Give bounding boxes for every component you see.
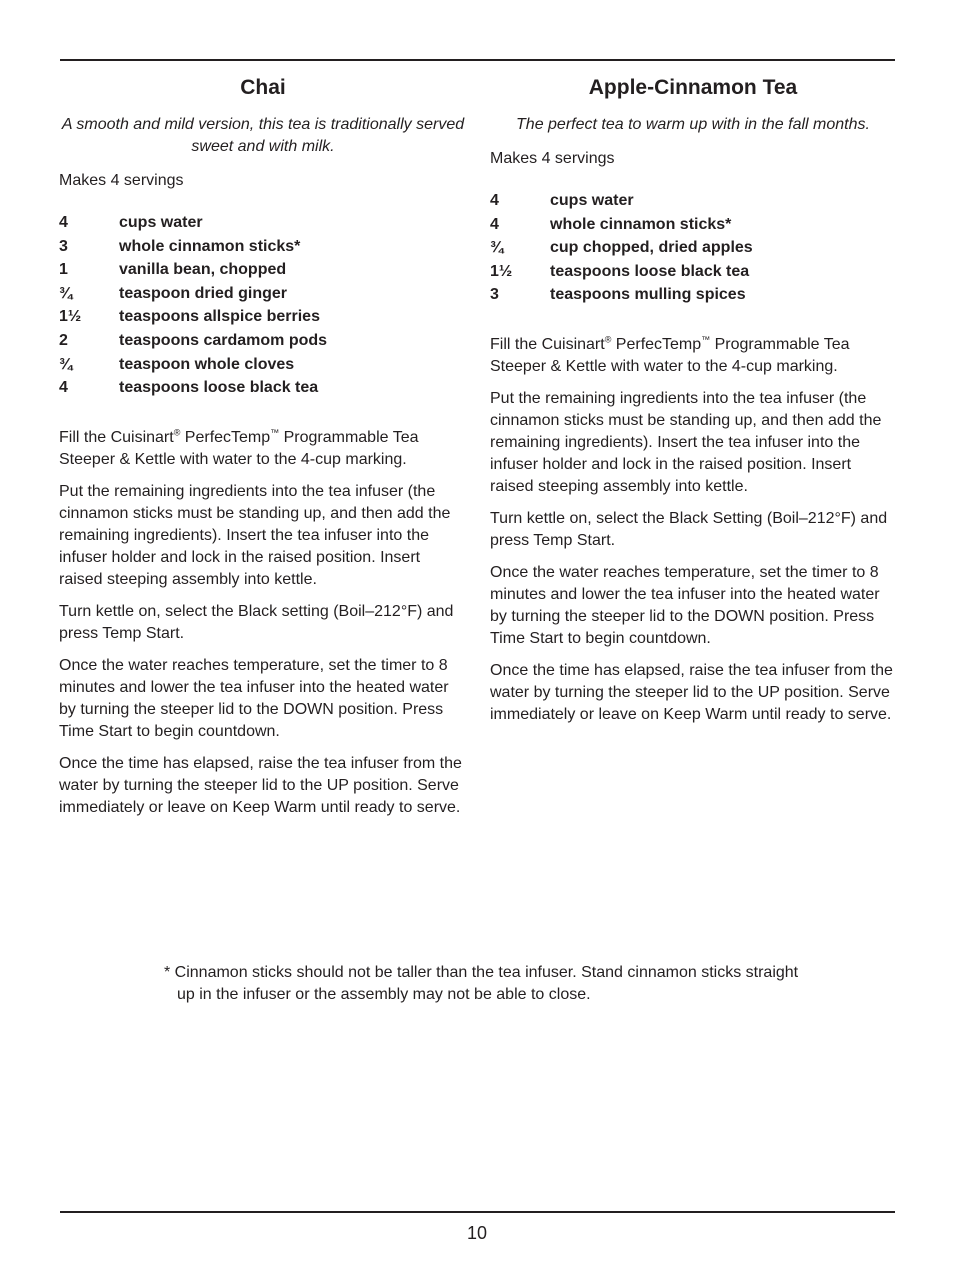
instruction-step: Turn kettle on, select the Black Setting (Boil–212°F) and press Temp Start.	[490, 509, 888, 549]
ingredient-row	[59, 376, 467, 400]
fill-text: Fill the Cuisinart	[490, 335, 605, 353]
fill-text: Programmable Tea Steeper & Kettle with water to the 4-cup marking.	[59, 428, 419, 468]
ingredient-row	[59, 329, 467, 353]
instruction-fill	[490, 334, 896, 378]
registered-mark: ®	[604, 334, 612, 345]
ingredient-row	[490, 189, 896, 213]
instruction-step: Once the water reaches temperature, set the timer to 8 minutes and lower the tea infuser into the heated water by turning the steeper lid to the DOWN position. Press Time Start to begin countdown.	[59, 656, 449, 740]
ingredient-item: teaspoon dried ginger	[119, 284, 288, 302]
ingredient-row	[490, 236, 896, 260]
recipe-title: Apple-Cinnamon Tea	[588, 76, 798, 99]
footnote: * Cinnamon sticks should not be taller than the tea infuser. Stand cinnamon sticks straight up in the infuser or the assembly may not be able to close.	[164, 964, 799, 1003]
top-rule	[60, 59, 895, 61]
ingredient-row	[59, 258, 467, 282]
ingredient-qty: ¾	[490, 239, 504, 257]
recipe-intro: The perfect tea to warm up with in the fall months.	[516, 116, 870, 133]
ingredient-item: cups water	[119, 214, 203, 231]
ingredient-list	[490, 189, 896, 307]
ingredient-row	[490, 213, 896, 237]
ingredient-qty: 4	[490, 215, 499, 233]
ingredient-qty: ¾	[59, 355, 73, 373]
ingredient-qty: 3	[59, 237, 68, 255]
recipe-apple-cinnamon-tea	[490, 74, 896, 736]
ingredient-qty: 4	[59, 379, 68, 397]
ingredient-item: vanilla bean, chopped	[119, 261, 287, 279]
ingredient-row	[59, 211, 467, 235]
fill-text: Programmable Tea Steeper & Kettle with water to the 4-cup marking.	[490, 335, 850, 375]
ingredient-row	[59, 282, 467, 306]
ingredient-item: teaspoons loose black tea	[550, 262, 750, 280]
fill-text: Fill the Cuisinart	[59, 428, 174, 446]
instruction-step: Once the time has elapsed, raise the tea infuser from the water by turning the steeper lid to the UP position. Serve immediately or leave on Keep Warm until ready to serve.	[59, 754, 462, 816]
ingredient-row	[490, 260, 896, 284]
ingredient-row	[490, 283, 896, 307]
ingredient-item: teaspoons allspice berries	[119, 308, 320, 326]
ingredient-list	[59, 211, 467, 400]
recipe-servings: Makes 4 servings	[490, 150, 615, 167]
trademark-mark: ™	[701, 334, 711, 345]
ingredient-item: whole cinnamon sticks*	[119, 237, 301, 255]
recipe-title: Chai	[240, 76, 286, 99]
ingredient-row	[59, 235, 467, 259]
ingredient-qty: 1½	[59, 308, 82, 326]
ingredient-qty: 3	[490, 286, 499, 304]
recipe-chai	[59, 74, 467, 829]
ingredient-item: teaspoons mulling spices	[550, 286, 746, 304]
instruction-fill	[59, 427, 467, 471]
ingredient-qty: 1½	[490, 262, 513, 280]
recipe-servings: Makes 4 servings	[59, 172, 184, 189]
instruction-step: Once the time has elapsed, raise the tea infuser from the water by turning the steeper lid to the UP position. Serve immediately or leave on Keep Warm until ready to serve.	[490, 661, 893, 723]
fill-text: PerfecTemp	[611, 335, 702, 353]
ingredient-qty: ¾	[59, 284, 73, 302]
ingredient-item: cup chopped, dried apples	[550, 239, 753, 257]
ingredient-qty: 4	[490, 192, 499, 209]
bottom-rule	[60, 1211, 895, 1213]
instruction-step: Once the water reaches temperature, set the timer to 8 minutes and lower the tea infuser into the heated water by turning the steeper lid to the DOWN position. Press Time Start to begin countdown.	[490, 563, 880, 647]
registered-mark: ®	[173, 427, 181, 438]
page-number: 10	[466, 1223, 488, 1243]
ingredient-qty: 1	[59, 261, 68, 279]
instruction-step: Put the remaining ingredients into the tea infuser (the cinnamon sticks must be standing up, and then add the remaining ingredients). Insert the tea infuser into the infuser holder and lock in the raised position. Insert raised steeping assembly into kettle.	[59, 482, 451, 588]
ingredient-item: whole cinnamon sticks*	[550, 215, 732, 233]
ingredient-item: teaspoons loose black tea	[119, 379, 319, 397]
recipe-intro: A smooth and mild version, this tea is traditionally served sweet and with milk.	[61, 116, 465, 155]
ingredient-item: teaspoons cardamom pods	[119, 331, 328, 349]
ingredient-item: teaspoon whole cloves	[119, 355, 295, 373]
instruction-step: Turn kettle on, select the Black setting (Boil–212°F) and press Temp Start.	[59, 602, 454, 642]
instruction-step: Put the remaining ingredients into the tea infuser (the cinnamon sticks must be standing up, and then add the remaining ingredients). Insert the tea infuser into the infuser holder and lock in the raised position. Insert raised steeping assembly into kettle.	[490, 389, 882, 495]
ingredient-qty: 2	[59, 331, 68, 349]
ingredient-qty: 4	[59, 214, 68, 231]
ingredient-row	[59, 305, 467, 329]
trademark-mark: ™	[270, 427, 280, 438]
fill-text: PerfecTemp	[180, 428, 271, 446]
ingredient-item: cups water	[550, 192, 634, 209]
ingredient-row	[59, 353, 467, 377]
